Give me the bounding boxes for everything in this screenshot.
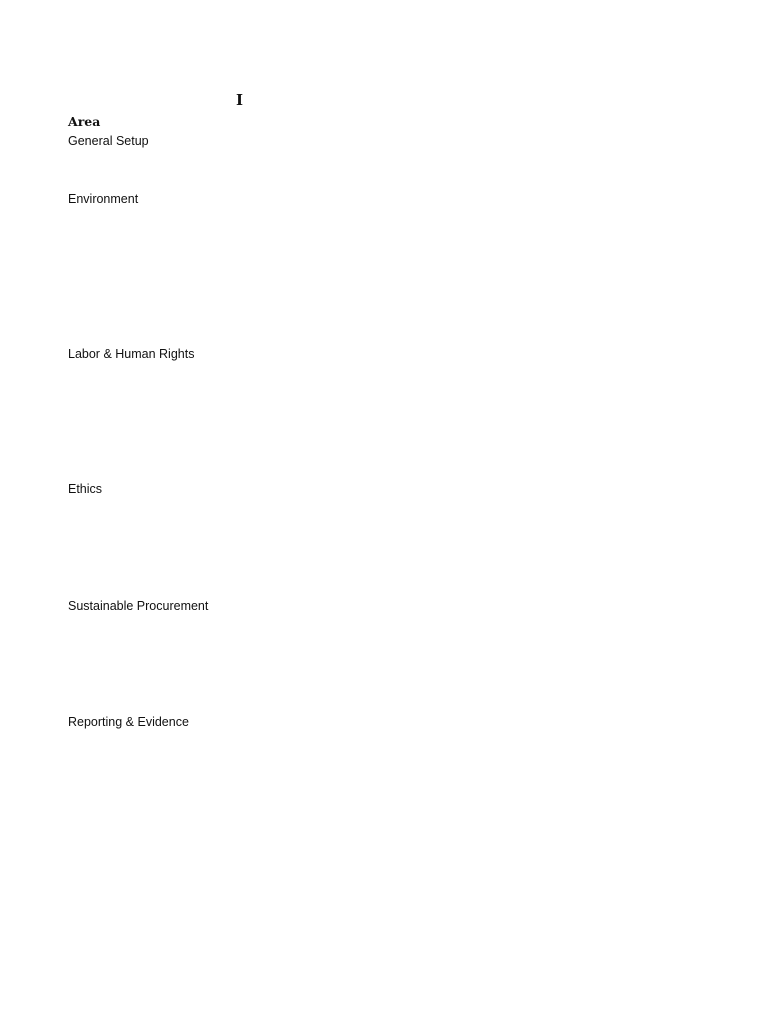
table-row-label: General Setup bbox=[68, 134, 149, 148]
table-row-label: Ethics bbox=[68, 482, 103, 496]
table-column-header-area: Area bbox=[68, 114, 101, 129]
table-row-label: Environment bbox=[68, 192, 139, 206]
document-title: I bbox=[236, 91, 244, 109]
table-row-label: Labor & Human Rights bbox=[68, 347, 195, 361]
table-row-label: Reporting & Evidence bbox=[68, 715, 189, 729]
table-row-label: Sustainable Procurement bbox=[68, 599, 209, 613]
